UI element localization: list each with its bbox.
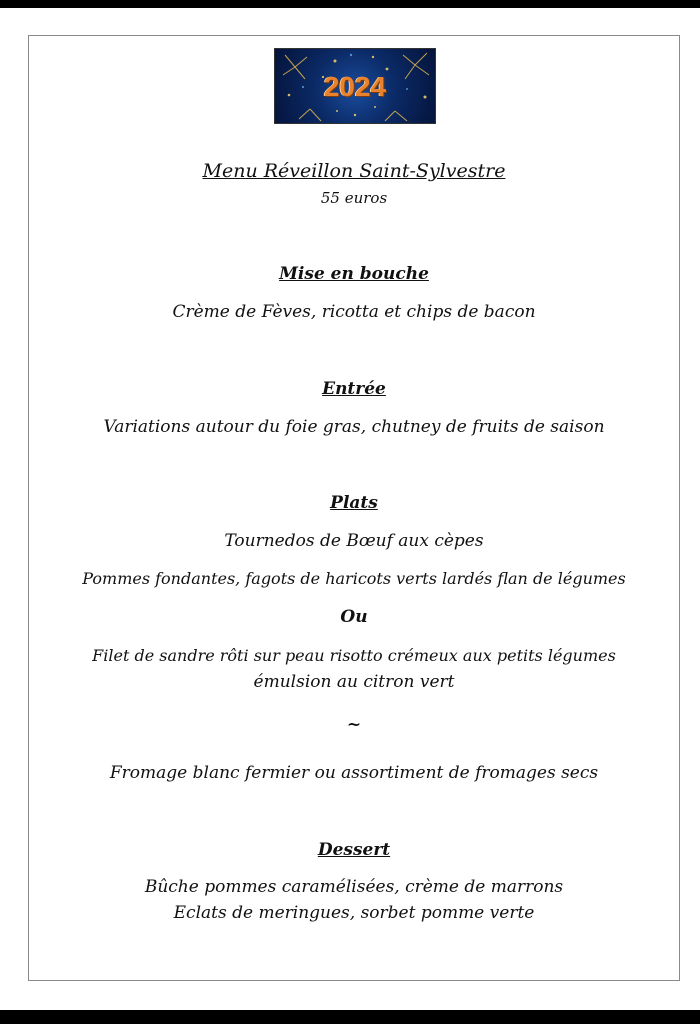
section-heading-starter: Entrée <box>322 379 386 399</box>
tilde-separator: ~ <box>346 715 362 735</box>
new-year-logo <box>274 48 436 124</box>
main-option2-line2: émulsion au citron vert <box>253 672 455 692</box>
main-option1-line1: Tournedos de Bœuf aux cèpes <box>224 531 484 551</box>
starter-item: Variations autour du foie gras, chutney de fruits de saison <box>103 417 605 437</box>
menu-price: 55 euros <box>320 189 388 207</box>
main-option1-line2: Pommes fondantes, fagots de haricots verts lardés flan de légumes <box>82 569 626 588</box>
amuse-item: Crème de Fèves, ricotta et chips de bacon <box>172 302 536 322</box>
dessert-item-2: Eclats de meringues, sorbet pomme verte <box>173 903 535 923</box>
section-heading-mains: Plats <box>330 493 378 513</box>
main-separator: Ou <box>340 607 368 627</box>
bottom-black-bar <box>0 1010 700 1024</box>
main-option2-line1: Filet de sandre rôti sur peau risotto crémeux aux petits légumes <box>92 646 616 665</box>
cheese-item: Fromage blanc fermier ou assortiment de fromages secs <box>109 763 599 783</box>
year-text: 2024 <box>323 71 387 102</box>
dessert-item-1: Bûche pommes caramélisées, crème de marrons <box>144 877 564 897</box>
top-black-bar <box>0 0 700 8</box>
section-heading-dessert: Dessert <box>317 840 391 860</box>
section-heading-amuse: Mise en bouche <box>279 264 429 284</box>
menu-title: Menu Réveillon Saint-Sylvestre <box>202 160 506 182</box>
